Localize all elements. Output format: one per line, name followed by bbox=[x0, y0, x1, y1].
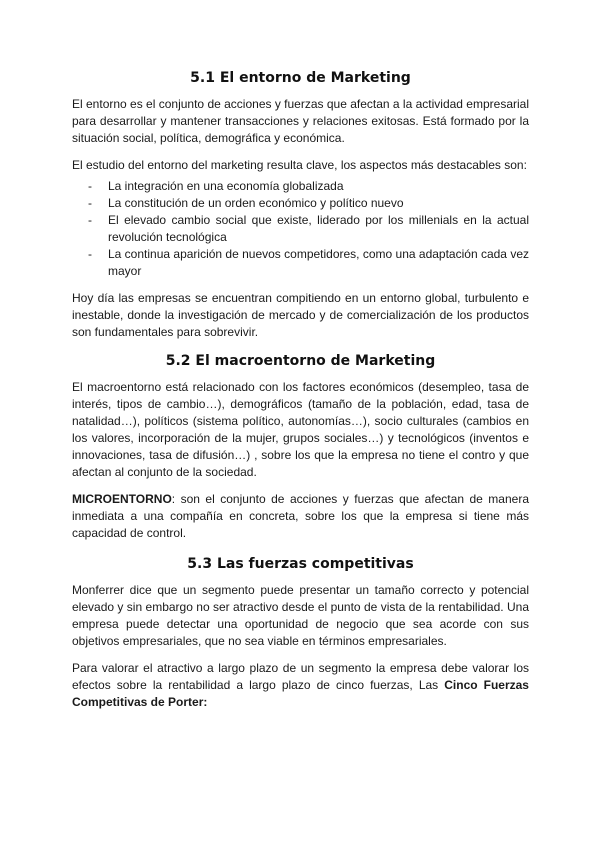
list-item-text: El elevado cambio social que existe, liderado por los millenials en la actual revolución tecnológica bbox=[108, 213, 529, 244]
paragraph: El estudio del entorno del marketing resulta clave, los aspectos más destacables son: bbox=[72, 158, 527, 172]
dash-marker: - bbox=[88, 247, 92, 261]
microentorno-term: MICROENTORNO bbox=[72, 492, 172, 506]
list-item bbox=[72, 178, 529, 195]
bullet-list bbox=[72, 178, 529, 280]
list-item bbox=[72, 195, 529, 212]
paragraph: Hoy día las empresas se encuentran compitiendo en un entorno global, turbulento e inestable, donde la investigación de mercado y de comercialización de los productos son fundamentales para sobrevivir. bbox=[72, 291, 529, 339]
section-title: 5.3 Las fuerzas competitivas bbox=[187, 556, 414, 572]
microentorno-definition: : son el conjunto de acciones y fuerzas que afectan de manera inmediata a una compañía en concreta, sobre los que la empresa si tiene más capacidad de control. bbox=[72, 492, 529, 540]
dash-marker: - bbox=[88, 213, 92, 227]
list-item bbox=[72, 246, 529, 280]
paragraph: El macroentorno está relacionado con los factores económicos (desempleo, tasa de interés, tipos de cambio…), demográficos (tamaño de la población, edad, tasa de natalidad…), políticos (sistema político, autonomías…), socio culturales (cambios en los valores, incorporación de la mujer, grupos sociales…) y tecnológicos (inventos e innovaciones, tasa de difusión…) , sobre los que la empresa no tiene el contro y que afectan al conjunto de la sociedad. bbox=[72, 380, 529, 479]
microentorno-paragraph bbox=[72, 491, 529, 542]
section-5-1 bbox=[72, 70, 529, 341]
section-5-3 bbox=[72, 556, 529, 711]
section-5-2 bbox=[72, 353, 529, 542]
section-title: 5.1 El entorno de Marketing bbox=[190, 70, 411, 86]
paragraph: Monferrer dice que un segmento puede presentar un tamaño correcto y potencial elevado y sin embargo no ser atractivo desde el punto de vista de la rentabilidad. Una empresa puede detectar una oportunidad de negocio que sea acorde con sus objetivos empresariales, que no sea viable en términos empresariales. bbox=[72, 583, 529, 648]
list-item-text: La integración en una economía globalizada bbox=[108, 179, 344, 193]
paragraph-text: Para valorar el atractivo a largo plazo de un segmento la empresa debe valorar los efectos sobre la rentabilidad a largo plazo de cinco fuerzas, Las bbox=[72, 661, 529, 692]
list-item-text: La constitución de un orden económico y político nuevo bbox=[108, 196, 404, 210]
dash-marker: - bbox=[88, 196, 92, 210]
paragraph: El entorno es el conjunto de acciones y fuerzas que afectan a la actividad empresarial para desarrollar y mantener transacciones y relaciones exitosas. Está formado por la situación social, política, demográfica y económica. bbox=[72, 97, 529, 145]
dash-marker: - bbox=[88, 179, 92, 193]
porter-paragraph bbox=[72, 660, 529, 711]
section-title: 5.2 El macroentorno de Marketing bbox=[165, 353, 436, 369]
document-content bbox=[72, 70, 529, 721]
list-item-text: La continua aparición de nuevos competidores, como una adaptación cada vez mayor bbox=[108, 247, 529, 278]
list-item bbox=[72, 212, 529, 246]
porter-term: Cinco Fuerzas Competitivas de Porter: bbox=[72, 678, 529, 709]
